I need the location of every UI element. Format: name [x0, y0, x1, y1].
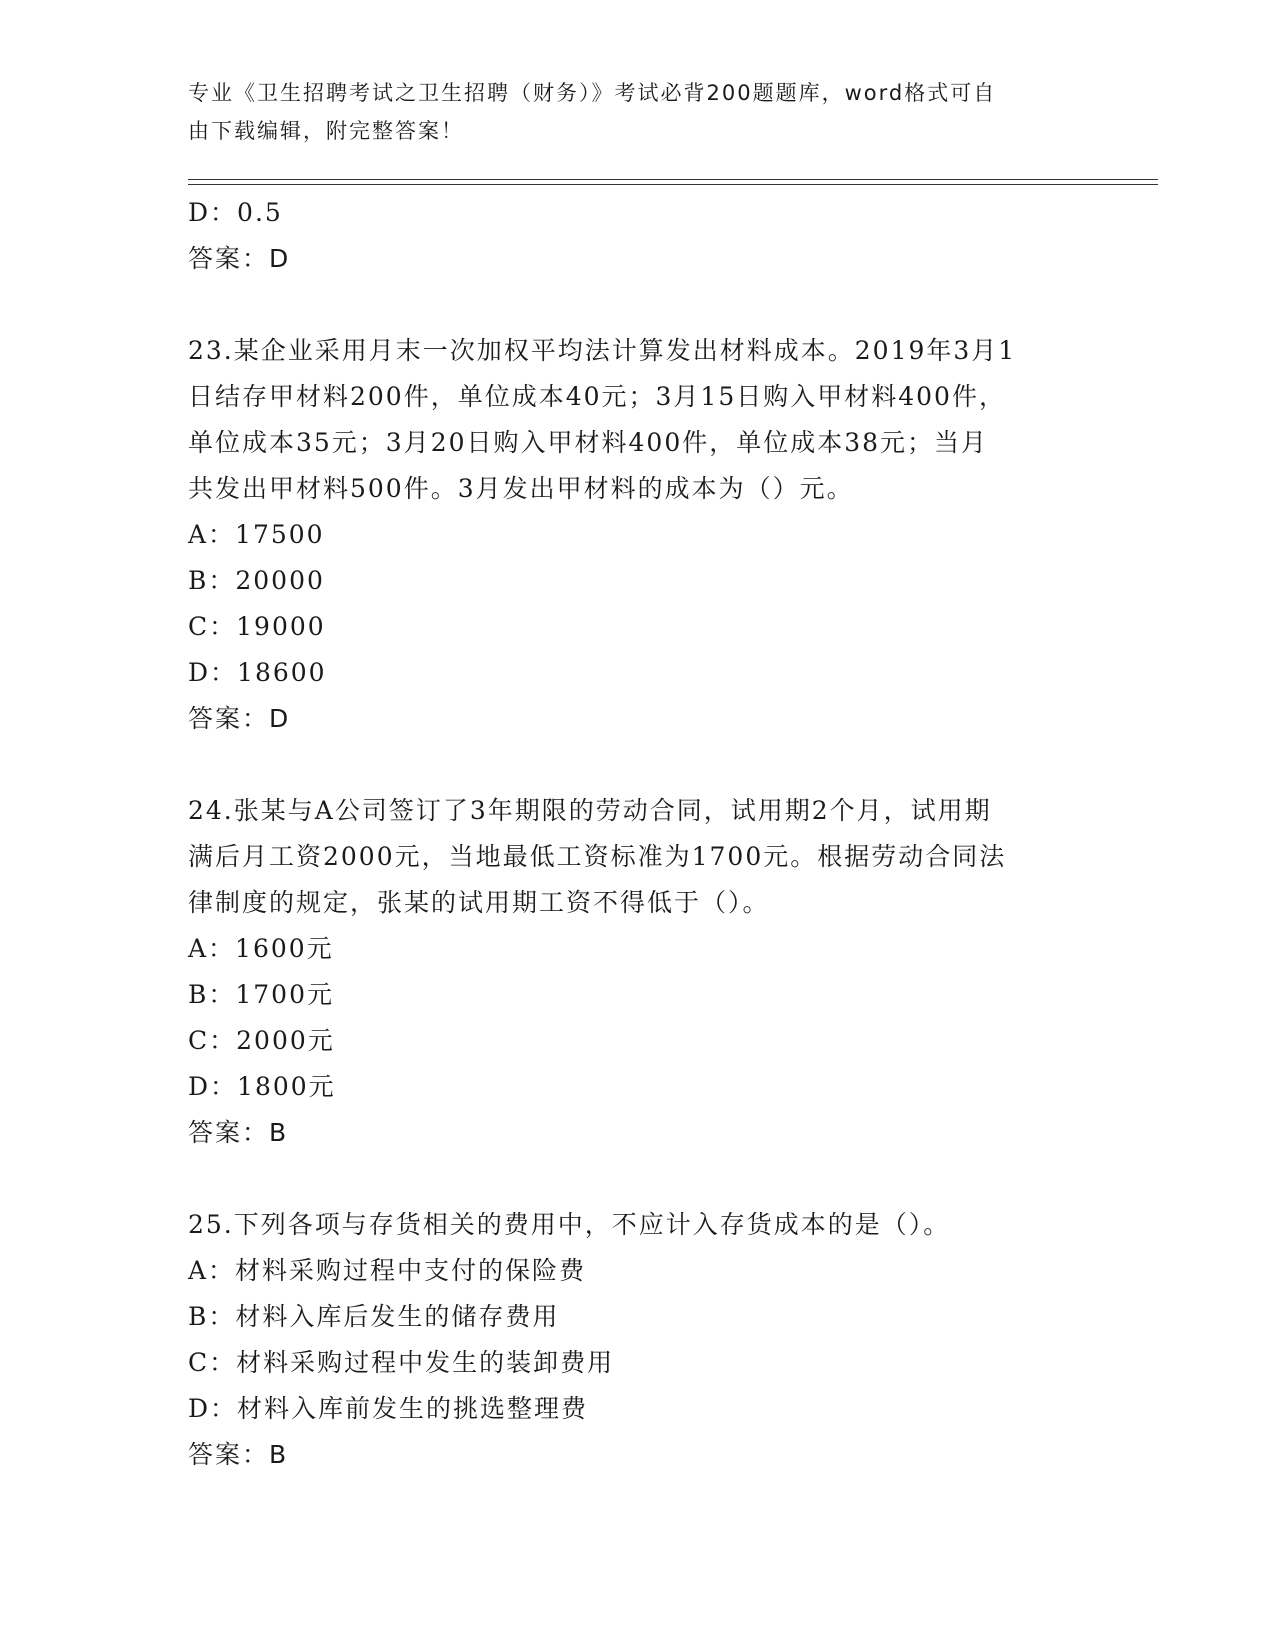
option-c: C：2000元: [188, 1026, 335, 1055]
question-stem-line: 23.某企业采用月末一次加权平均法计算发出材料成本。2019年3月1: [188, 336, 1017, 365]
option-b: B：20000: [188, 566, 325, 595]
question-stem-line: 日结存甲材料200件，单位成本40元；3月15日购入甲材料400件，: [188, 382, 1006, 411]
header-divider-top: [188, 179, 1158, 180]
previous-question-tail: [188, 190, 1088, 282]
question-25: [188, 1202, 1088, 1478]
option-a: A：17500: [188, 520, 325, 549]
header-line-2: 由下载编辑，附完整答案！: [188, 119, 464, 143]
option-a: A：1600元: [188, 934, 334, 963]
answer-line: 答案：D: [188, 244, 291, 273]
header-line-1: 专业《卫生招聘考试之卫生招聘（财务）》考试必背200题题库，word格式可自: [188, 81, 997, 105]
question-content: [188, 190, 1088, 1478]
option-b: B：1700元: [188, 980, 334, 1009]
question-stem-line: 律制度的规定，张某的试用期工资不得低于（）。: [188, 888, 770, 917]
answer-line: 答案：B: [188, 1118, 289, 1147]
question-23: [188, 328, 1088, 742]
question-stem-line: 共发出甲材料500件。3月发出甲材料的成本为（）元。: [188, 474, 854, 503]
option-a: A：材料采购过程中支付的保险费: [188, 1256, 587, 1285]
option-d: D：材料入库前发生的挑选整理费: [188, 1394, 589, 1423]
question-stem-line: 单位成本35元；3月20日购入甲材料400件，单位成本38元；当月: [188, 428, 989, 457]
question-stem-line: 25.下列各项与存货相关的费用中，不应计入存货成本的是（）。: [188, 1210, 951, 1239]
question-24: [188, 788, 1088, 1156]
option-c: C：19000: [188, 612, 326, 641]
spacer: [188, 742, 1088, 788]
answer-line: 答案：B: [188, 1440, 289, 1469]
document-header: [188, 74, 1068, 150]
spacer: [188, 282, 1088, 328]
spacer: [188, 1156, 1088, 1202]
answer-line: 答案：D: [188, 704, 291, 733]
option-b: B：材料入库后发生的储存费用: [188, 1302, 560, 1331]
option-d: D：1800元: [188, 1072, 336, 1101]
option-d: D：0.5: [188, 198, 283, 227]
question-stem-line: 满后月工资2000元，当地最低工资标准为1700元。根据劳动合同法: [188, 842, 1007, 871]
question-stem-line: 24.张某与A公司签订了3年期限的劳动合同，试用期2个月，试用期: [188, 796, 992, 825]
option-d: D：18600: [188, 658, 327, 687]
option-c: C：材料采购过程中发生的装卸费用: [188, 1348, 615, 1377]
header-divider-bottom: [188, 184, 1158, 185]
